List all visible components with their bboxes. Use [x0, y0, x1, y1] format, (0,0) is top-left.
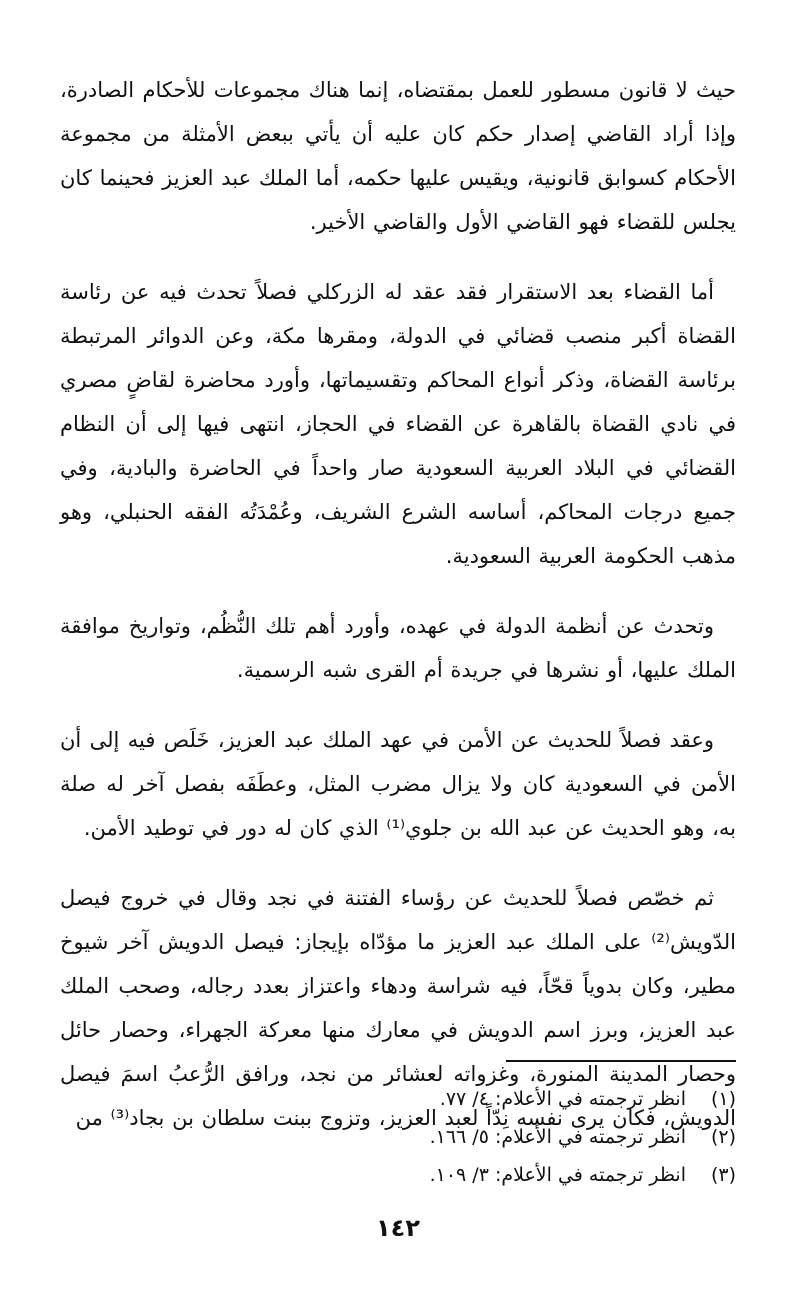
footnotes [60, 1080, 736, 1194]
footnote-divider [506, 1060, 736, 1062]
footnote-text: انظر ترجمته في الأعلام: ٥/ ١٦٦. [429, 1126, 686, 1148]
paragraph-4: وعقد فصلاً للحديث عن الأمن في عهد الملك عبد العزيز، خَلَص فيه إلى أن الأمن في السعودية كان ولا يزال مضرب المثل، وعطَفَه بفصل آخر له صلة به، وهو الحديث عن عبد الله بن جلوي⁽¹⁾ الذي كان له دور في توطيد الأمن. [60, 728, 736, 840]
paragraph-3: وتحدث عن أنظمة الدولة في عهده، وأورد أهم تلك النُّظُم، وتواريخ موافقة الملك عليها، أو نشرها في جريدة أم القرى شبه الرسمية. [60, 614, 736, 682]
paragraph-1: حيث لا قانون مسطور للعمل بمقتضاه، إنما هناك مجموعات للأحكام الصادرة، وإذا أراد القاضي إصدار حكم كان عليه أن يأتي ببعض الأمثلة من مجموعة الأحكام كسوابق قانونية، ويقيس عليها حكمه، أما الملك عبد العزيز فحينما كان يجلس للقضاء فهو القاضي الأول والقاضي الأخير. [60, 78, 736, 234]
footnote-3 [60, 1156, 736, 1194]
footnote-text: انظر ترجمته في الأعلام: ٣/ ١٠٩. [429, 1164, 686, 1186]
footnote-number: (١) [710, 1088, 736, 1110]
paragraph-5: ثم خصّص فصلاً للحديث عن رؤساء الفتنة في نجد وقال في خروج فيصل الدّويش⁽²⁾ على الملك عبد العزيز ما مؤدّاه بإيجاز: فيصل الدويش آخر شيوخ مطير، وكان بدوياً قحّاً، فيه شراسة ودهاء واعتزاز بعدد رجاله، وصحب الملك عبد العزيز، وبرز اسم الدويش في معارك منها معركة الجهراء، وحصار حائل وحصار المدينة المنورة، وغزواته لعشائر من نجد، ورافق الرُّعبُ اسمَ فيصل الدويش، فكان يرى نفسه نِدّاً لعبد العزيز، وتزوج ببنت سلطان بن بجاد⁽³⁾ من [60, 886, 736, 1130]
footnote-2 [60, 1118, 736, 1156]
page-number: ١٤٢ [376, 1214, 420, 1242]
footnote-1 [60, 1080, 736, 1118]
footnote-number: (٢) [710, 1126, 736, 1148]
book-page [60, 68, 736, 1268]
footnote-number: (٣) [710, 1164, 736, 1186]
footnote-text: انظر ترجمته في الأعلام: ٤/ ٧٧. [439, 1088, 686, 1110]
paragraph-2: أما القضاء بعد الاستقرار فقد عقد له الزركلي فصلاً تحدث فيه عن رئاسة القضاة أكبر منصب قضائي في الدولة، ومقرها مكة، وعن الدوائر المرتبطة برئاسة القضاة، وذكر أنواع المحاكم وتقسيماتها، وأورد محاضرة لقاضٍ مصري في نادي القضاة بالقاهرة عن القضاء في الحجاز، انتهى فيها إلى أن النظام القضائي في البلاد العربية السعودية صار واحداً في الحاضرة والبادية، وفي جميع درجات المحاكم، أساسه الشرع الشريف، وعُمْدَتُه الفقه الحنبلي، وهو مذهب الحكومة العربية السعودية. [60, 280, 736, 568]
